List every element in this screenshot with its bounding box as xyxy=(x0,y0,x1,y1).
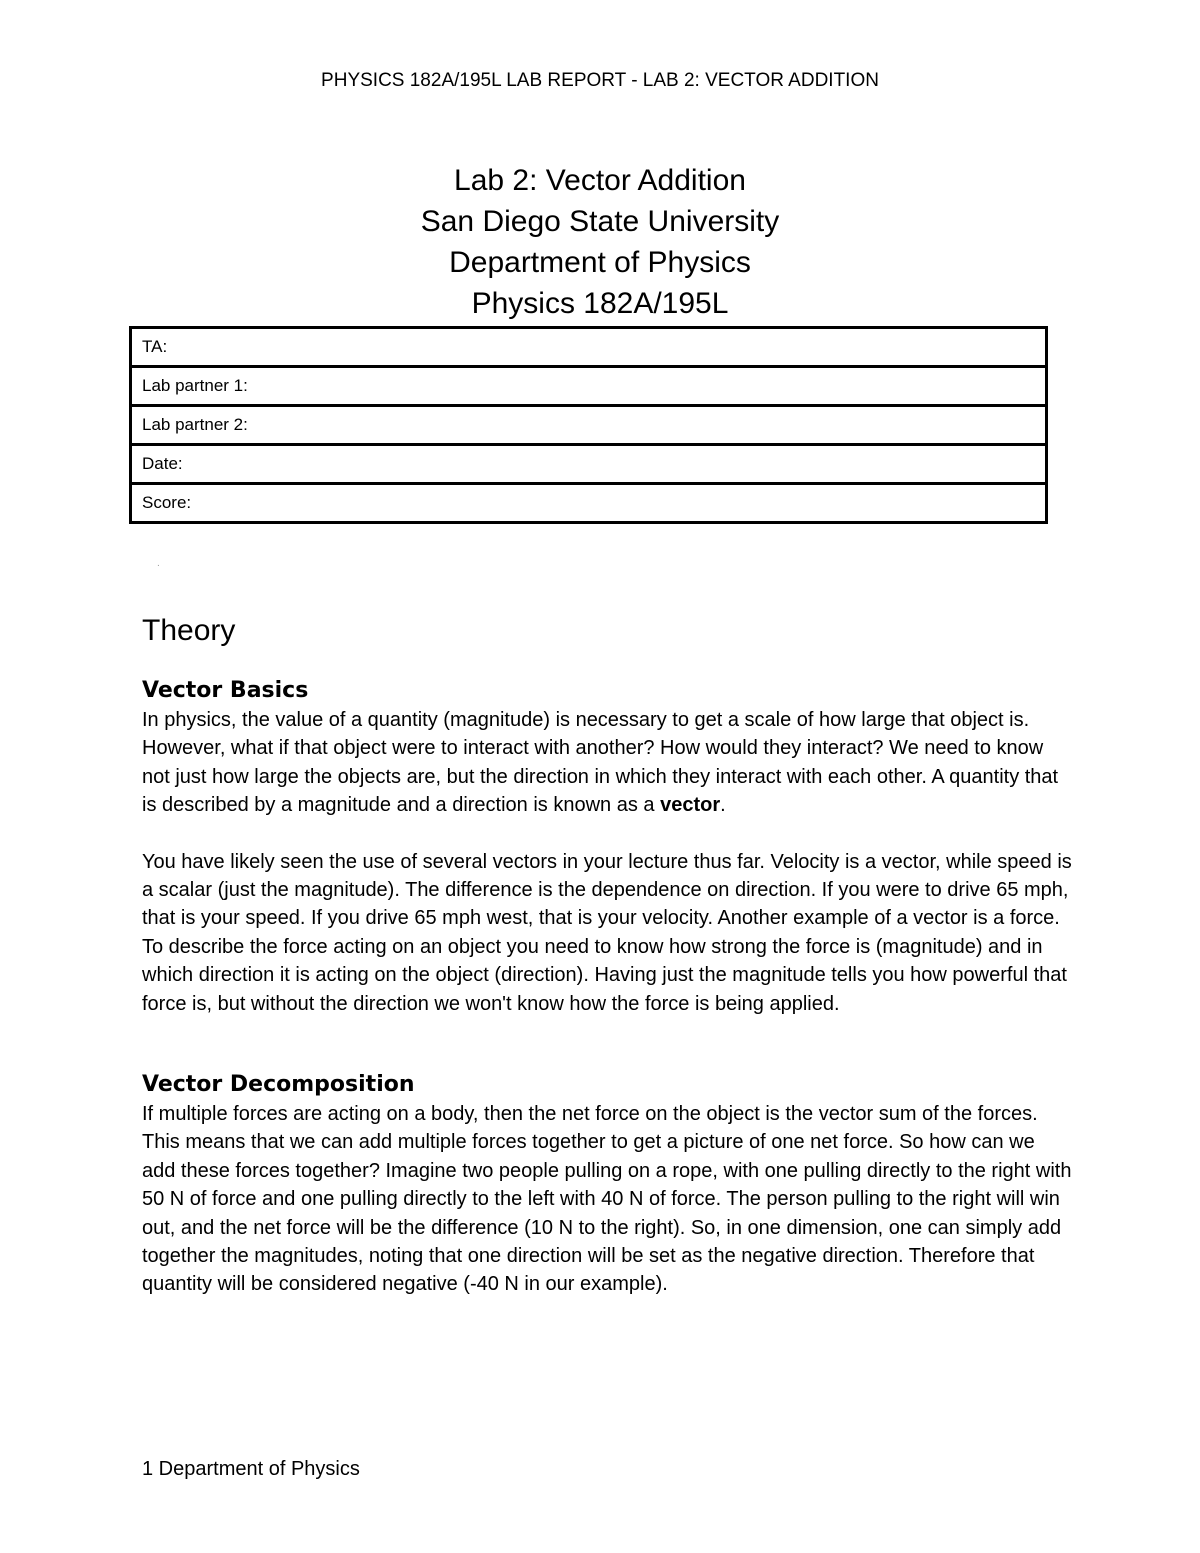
bold-term: vector xyxy=(660,794,721,817)
info-row-ta xyxy=(131,328,1047,367)
info-table xyxy=(129,326,1048,524)
title-line-lab: Lab 2: Vector Addition xyxy=(454,164,746,197)
title-line-department: Department of Physics xyxy=(449,246,751,279)
info-cell: Lab partner 2: xyxy=(131,406,1047,445)
info-row-date xyxy=(131,445,1047,484)
paragraph-text: In physics, the value of a quantity (magnitude) is necessary to get a scale of how large that object is. However, what if that object were to interact with another? How would they interact? We need to know not just how large the objects are, but the direction in which they interact with each other. A quantity that is described by a magnitude and a direction is known as a xyxy=(142,709,1059,817)
info-cell: Date: xyxy=(131,445,1047,484)
paragraph-text: . xyxy=(720,794,726,817)
paragraph xyxy=(142,706,1072,820)
theory-heading: Theory xyxy=(142,614,236,647)
section-vector-basics xyxy=(142,676,1072,1018)
info-row-score xyxy=(131,484,1047,523)
page-footer: 1 Department of Physics xyxy=(142,1458,360,1480)
paragraph: You have likely seen the use of several vectors in your lecture thus far. Velocity is a vector, while speed is a scalar (just the magnitude). The difference is the dependence on direction. If you were to drive 65 mph, that is your speed. If you drive 65 mph west, that is your velocity. Another example of a vector is a force. To describe the force acting on an object you need to know how strong the force is (magnitude) and in which direction it is acting on the object (direction). Having just the magnitude tells you how powerful that force is, but without the direction we won't know how the force is being applied. xyxy=(142,850,1072,1015)
title-line-university: San Diego State University xyxy=(420,205,780,238)
info-row-partner1 xyxy=(131,367,1047,406)
running-header: PHYSICS 182A/195L LAB REPORT - LAB 2: VECTOR ADDITION xyxy=(321,70,879,91)
title-line-course: Physics 182A/195L xyxy=(471,287,729,320)
stray-dot: . xyxy=(157,558,160,569)
info-cell: Lab partner 1: xyxy=(131,367,1047,406)
title-block xyxy=(0,160,1200,324)
section-heading: Vector Decomposition xyxy=(142,1072,415,1097)
section-vector-decomposition xyxy=(142,1070,1072,1299)
paragraph: If multiple forces are acting on a body, then the net force on the object is the vector sum of the forces. This means that we can add multiple forces together to get a picture of one net force. So how can we add these forces together? Imagine two people pulling on a rope, with one pulling directly to the right with 50 N of force and one pulling directly to the left with 40 N of force. The person pulling to the right will win out, and the net force will be the difference (10 N to the right). So, in one dimension, one can simply add together the magnitudes, noting that one direction will be set as the negative direction. Therefore that quantity will be considered negative (-40 N in our example). xyxy=(142,1103,1072,1296)
info-cell: TA: xyxy=(131,328,1047,367)
section-heading: Vector Basics xyxy=(142,678,309,703)
info-row-partner2 xyxy=(131,406,1047,445)
info-cell: Score: xyxy=(131,484,1047,523)
